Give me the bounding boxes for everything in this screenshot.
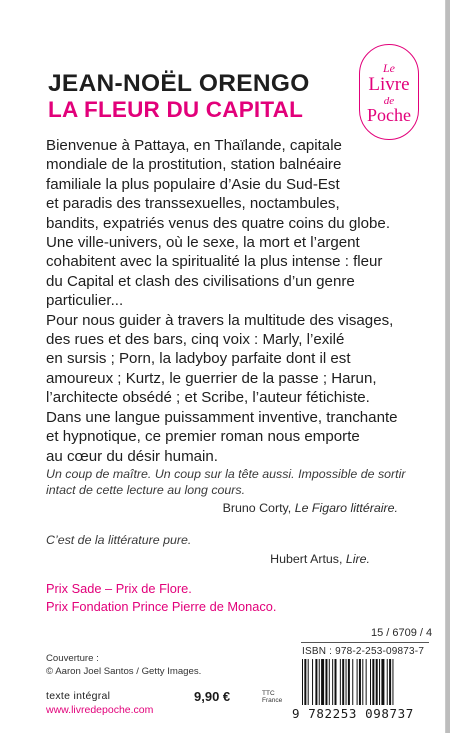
credits-photo: © Aaron Joel Santos / Getty Images. xyxy=(46,665,202,677)
blurb-line: Pour nous guider à travers la multitude des visages, xyxy=(46,311,394,329)
blurb-line: au cœur du désir humain. xyxy=(46,447,218,465)
logo-line-livre: Livre xyxy=(368,74,410,95)
prize-line-2: Prix Fondation Prince Pierre de Monaco. xyxy=(46,599,277,614)
price-note xyxy=(262,690,282,704)
blurb-line: Une ville-univers, où le sexe, la mort et l’argent xyxy=(46,234,360,252)
barcode-bar xyxy=(362,659,363,705)
barcode-bar xyxy=(315,659,317,705)
edition-note: texte intégral xyxy=(46,690,111,702)
logo-line-le: Le xyxy=(383,61,395,75)
quote-author: Hubert Artus, xyxy=(270,552,343,566)
barcode xyxy=(301,659,429,705)
quote-publication: Le Figaro littéraire. xyxy=(294,501,398,515)
barcode-bar xyxy=(389,659,391,705)
barcode-bar xyxy=(366,659,367,705)
cover-credits xyxy=(46,653,201,678)
press-quote-figaro-source xyxy=(223,501,398,515)
barcode-bar xyxy=(357,659,358,705)
barcode-bar xyxy=(346,659,347,705)
barcode-bar xyxy=(342,659,344,705)
barcode-bar xyxy=(321,659,324,705)
barcode-bar xyxy=(392,659,393,705)
blurb-line: amoureux ; Kurtz, le guerrier de la passe ; Harun, xyxy=(46,369,377,387)
isbn-number: ISBN : 978-2-253-09873-7 xyxy=(302,646,425,657)
price-region: France xyxy=(262,697,283,704)
quote-publication: Lire. xyxy=(345,552,370,566)
press-quote-lire-source xyxy=(270,552,370,566)
barcode-bar xyxy=(352,659,353,705)
barcode-bar xyxy=(340,659,341,705)
blurb-line: familiale la plus populaire d’Asie du Sud-Est xyxy=(46,175,340,193)
barcode-bar xyxy=(372,659,374,705)
barcode-bar xyxy=(376,659,378,705)
barcode-bar xyxy=(312,659,313,705)
quote-author: Bruno Corty, xyxy=(222,501,292,515)
barcode-bar xyxy=(335,659,337,705)
cover-edge xyxy=(446,0,450,733)
blurb-line: en sursis ; Porn, la ladyboy parfaite dont il est xyxy=(46,350,351,368)
barcode-bar xyxy=(308,659,309,705)
logo-line-poche: Poche xyxy=(367,105,411,125)
logo-line-de: de xyxy=(383,95,395,107)
price-tax: TTC xyxy=(262,690,275,697)
barcode-bar xyxy=(325,659,327,705)
barcode-bar xyxy=(329,659,330,705)
blurb-line: Bienvenue à Pattaya, en Thaïlande, capitale xyxy=(46,137,342,154)
blurb-line: et hypnotique, ce premier roman nous emporte xyxy=(46,428,360,446)
publisher-logo xyxy=(359,44,419,140)
barcode-bar xyxy=(370,659,371,705)
book-title: LA FLEUR DU CAPITAL xyxy=(48,97,304,122)
blurb-line: particulier... xyxy=(46,292,124,310)
barcode-bar xyxy=(387,659,388,705)
blurb-line: bandits, expatriés venus des quatre coins du globe. xyxy=(46,214,391,232)
blurb-line: des rues et des bars, cinq voix : Marly, l’exilé xyxy=(46,331,345,349)
blurb-line: l’architecte obsédé ; et Scribe, l’auteur fétichiste. xyxy=(46,389,370,407)
publisher-website: www.livredepoche.com xyxy=(46,704,154,716)
blurb-line: cohabitent avec la spiritualité la plus intense : fleur xyxy=(46,253,383,271)
press-quote-figaro: Un coup de maître. Un coup sur la tête aussi. Impossible de sortir intact de cette lecture au long cours. xyxy=(46,467,406,497)
barcode-bar xyxy=(319,659,320,705)
prize-line-1: Prix Sade – Prix de Flore. xyxy=(46,581,192,596)
barcode-bar xyxy=(379,659,380,705)
blurb-line: mondiale de la prostitution, station balnéaire xyxy=(46,156,342,174)
barcode-digits: 9 782253 098737 xyxy=(292,706,414,721)
author-name: JEAN-NOËL ORENGO xyxy=(48,70,310,97)
barcode-bar xyxy=(332,659,333,705)
barcode-bar xyxy=(348,659,350,705)
barcode-bar xyxy=(359,659,361,705)
book-blurb xyxy=(46,136,436,466)
press-quote-lire: C’est de la littérature pure. xyxy=(46,533,192,547)
blurb-line: et paradis des transsexuelles, noctambules, xyxy=(46,195,340,213)
credits-label: Couverture : xyxy=(46,653,99,664)
blurb-line: Dans une langue puissamment inventive, tranchante xyxy=(46,408,398,426)
isbn-divider xyxy=(301,642,429,643)
catalog-number: 15 / 6709 / 4 xyxy=(371,627,433,639)
price: 9,90 € xyxy=(194,689,231,704)
barcode-bar xyxy=(304,659,306,705)
blurb-line: du Capital et clash des civilisations d’un genre xyxy=(46,272,355,290)
barcode-bar xyxy=(302,659,303,705)
barcode-bar xyxy=(381,659,384,705)
